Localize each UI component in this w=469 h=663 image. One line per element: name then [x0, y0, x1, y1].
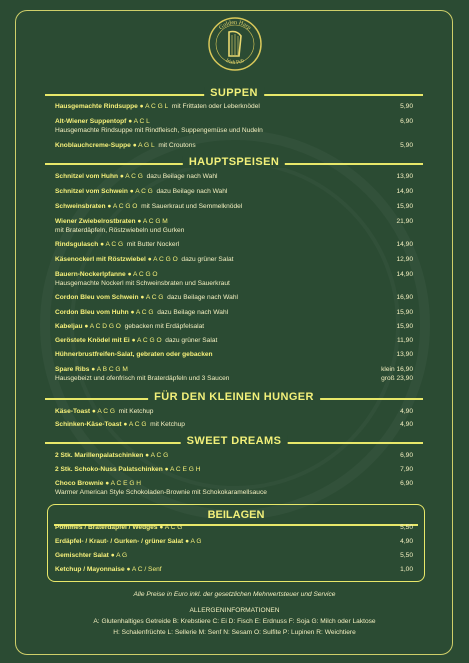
menu-item-suppentopf [55, 118, 413, 135]
item-allergens: ● A G [185, 538, 202, 545]
item-name: Geröstete Knödel mit Ei [55, 337, 130, 344]
item-allergens: ● A C L [128, 118, 150, 125]
item-price: 21,90 [396, 218, 413, 225]
item-price: 1,00 [400, 566, 413, 573]
item-allergens: ● A C G [129, 188, 153, 195]
item-price: 15,90 [396, 309, 413, 316]
price-small: 16,90 [396, 366, 413, 373]
item-allergens: ● A C G [91, 408, 115, 415]
size-label-large: groß [381, 374, 395, 382]
price-large: 23,90 [396, 374, 413, 382]
menu-item-kaesenockerl [55, 256, 413, 265]
item-allergens: ● A C / Senf [126, 566, 162, 573]
item-name: 2 Stk. Marillenpalatschinken [55, 452, 144, 459]
allergen-line-2: H: Schalenfrüchte L: Sellerie M: Senf N: Sesam O: Sulfite P: Lupinen R: Weichtiere [113, 629, 356, 636]
section-title-suppen: SUPPEN [204, 87, 264, 99]
item-desc: dazu grüner Salat [165, 337, 218, 344]
item-desc: mit Frittaten oder Leberknödel [171, 103, 260, 110]
menu-item-salat [55, 538, 413, 547]
section-sweet [45, 436, 423, 450]
item-desc: gebacken mit Erdäpfelsalat [124, 323, 205, 330]
item-allergens: ● A G L [132, 142, 155, 149]
item-allergens: ● A C G O [147, 256, 178, 263]
item-price: 14,90 [396, 241, 413, 248]
item-price: 6,90 [400, 118, 413, 125]
item-price: 5,90 [400, 103, 413, 110]
item-allergens: ● A C G L [139, 103, 169, 110]
item-price: 4,90 [400, 538, 413, 545]
menu-item-gemischter-salat [55, 552, 413, 561]
item-price-small [381, 366, 413, 375]
item-allergens: ● A G [110, 552, 128, 559]
menu-item-huehnersalat [55, 351, 413, 360]
item-price-large [381, 375, 413, 384]
section-suppen [45, 88, 423, 102]
menu-item-schinkentoast [55, 421, 413, 430]
item-name: Hausgemachte Rindsuppe [55, 103, 138, 110]
menu-item-knoedel [55, 337, 413, 346]
item-price: 5,50 [400, 524, 413, 531]
item-price: 6,90 [400, 480, 413, 487]
section-title-haupt: HAUPTSPEISEN [183, 156, 285, 168]
harp-logo [207, 16, 263, 72]
item-allergens: ● A C G [100, 241, 124, 248]
item-price: 12,90 [396, 256, 413, 263]
item-desc: mit Ketchup [118, 408, 154, 415]
price-note: Alle Preise in Euro inkl. der gesetzlichen Mehrwertsteuer und Service [133, 591, 336, 598]
item-name: Gemischter Salat [55, 552, 109, 559]
menu-item-cordon-huhn [55, 309, 413, 318]
item-name: Kabeljau [55, 323, 83, 330]
item-name: Ketchup / Mayonnaise [55, 566, 125, 573]
item-desc: mit Ketchup [150, 421, 185, 428]
allergen-line-1: A: Glutenhaltiges Getreide B: Krebstiere C: Ei D: Fisch E: Erdnuss F: Soja G: Milch oder Laktose [93, 618, 376, 625]
item-desc: dazu Beilage nach Wahl [156, 188, 228, 195]
logo-top-text: Golden Harp [218, 19, 252, 32]
menu-item-ketchup [55, 566, 413, 575]
item-name: Pommes / Braterdäpfel / Wedges [55, 524, 158, 531]
menu-item-schnitzel-huhn [55, 173, 413, 182]
item-allergens: ● A C G [130, 309, 154, 316]
item-price: 13,90 [396, 173, 413, 180]
item-price: 14,90 [396, 188, 413, 195]
menu-item-bauernpfanne [55, 271, 413, 288]
item-name: Wiener Zwiebelrostbraten [55, 218, 136, 225]
item-price: 4,90 [400, 421, 413, 428]
item-name: 2 Stk. Schoko-Nuss Palatschinken [55, 466, 163, 473]
size-label-small: klein [381, 366, 395, 373]
item-allergens: ● A C G [159, 524, 183, 531]
item-sub: mit Braterdäpfeln, Röstzwiebeln und Gurken [55, 226, 185, 234]
menu-item-rindsuppe [55, 103, 413, 112]
item-allergens: ● A C G M [137, 218, 168, 225]
item-desc: dazu grüner Salat [181, 256, 234, 263]
item-name: Käse-Toast [55, 408, 91, 415]
item-name: Choco Brownie [55, 480, 104, 487]
item-allergens: ● A B C G M [91, 366, 128, 373]
section-kinder [45, 392, 423, 406]
item-name: Rindsgulasch [55, 241, 99, 248]
item-name: Schnitzel vom Huhn [55, 173, 119, 180]
section-title-kinder: FÜR DEN KLEINEN HUNGER [148, 391, 320, 403]
menu-item-schoko [55, 466, 413, 475]
allergen-title: ALLERGENINFORMATIONEN [189, 607, 280, 614]
section-title-sweet: SWEET DREAMS [181, 435, 288, 447]
menu-item-brownie [55, 480, 413, 497]
item-name: Hühnerbrustfreifen-Salat, gebraten oder gebacken [55, 351, 213, 358]
item-price: 6,90 [400, 452, 413, 459]
item-allergens: ● A C G O [131, 337, 162, 344]
item-price: 7,90 [400, 466, 413, 473]
menu-item-marillen [55, 452, 413, 461]
item-name: Schweinsbraten [55, 203, 106, 210]
item-sub: Hausgemachte Rindsuppe mit Rindfleisch, Suppengemüse und Nudeln [55, 126, 263, 134]
item-allergens: ● A C G O [107, 203, 138, 210]
logo-bottom-text: Irish Pub [224, 57, 246, 67]
item-desc: dazu Beilage nach Wahl [157, 309, 229, 316]
item-name: Cordon Bleu vom Schwein [55, 294, 139, 301]
section-haupt [45, 157, 423, 171]
item-sub: Hausgemachte Nockerl mit Schweinsbraten und Sauerkraut [55, 279, 230, 287]
item-price: 11,90 [396, 337, 413, 344]
menu-item-knoblauch [55, 142, 413, 151]
item-name: Spare Ribs [55, 366, 90, 373]
item-desc: dazu Beilage nach Wahl [146, 173, 218, 180]
item-desc: dazu Beilage nach Wahl [167, 294, 238, 301]
item-name: Knoblauchcreme-Suppe [55, 142, 131, 149]
item-price: 15,90 [396, 323, 413, 330]
item-allergens: ● A C G [123, 421, 147, 428]
item-allergens: ● A C G [119, 173, 143, 180]
item-allergens: ● A C D G O [84, 323, 121, 330]
item-price: 4,90 [400, 408, 413, 415]
item-price: 5,50 [400, 552, 413, 559]
menu-item-zwiebelrostbraten [55, 218, 413, 235]
item-sub: Warmer American Style Schokoladen-Brownie mit Schokokaramellsauce [55, 488, 267, 496]
menu-item-kabeljau [55, 323, 413, 332]
item-price: 14,90 [396, 271, 413, 278]
menu-item-schnitzel-schwein [55, 188, 413, 197]
section-title-beilagen: BEILAGEN [207, 509, 265, 521]
menu-item-pommes [55, 524, 413, 533]
menu-item-kaesetoast [55, 408, 413, 417]
menu-item-spareribs [55, 366, 413, 383]
item-price: 16,90 [396, 294, 413, 301]
item-allergens: ● A C E G H [105, 480, 142, 487]
item-price: 15,90 [396, 203, 413, 210]
item-desc: mit Croutons [158, 142, 196, 149]
item-name: Bauern-Nockerlpfanne [55, 271, 126, 278]
item-price: 5,90 [400, 142, 413, 149]
menu-item-cordon-schwein [55, 294, 413, 303]
item-allergens: ● A C E G H [164, 466, 201, 473]
item-sub: Hausgebeizt und ofenfrisch mit Braterdäpfeln und 3 Saucen [55, 374, 230, 382]
item-name: Erdäpfel- / Kraut- / Gurken- / grüner Salat [55, 538, 184, 545]
item-desc: mit Sauerkraut und Semmelknödel [141, 203, 243, 210]
item-name: Cordon Bleu vom Huhn [55, 309, 129, 316]
menu-item-schweinsbraten [55, 203, 413, 212]
item-allergens: ● A C G O [127, 271, 158, 278]
item-allergens: ● A C G [140, 294, 164, 301]
item-name: Käsenockerl mit Röstzwiebel [55, 256, 146, 263]
item-desc: mit Butter Nockerl [126, 241, 180, 248]
menu-item-gulasch [55, 241, 413, 250]
item-allergens: ● A C G [145, 452, 169, 459]
item-name: Schinken-Käse-Toast [55, 421, 122, 428]
item-price: 13,90 [396, 351, 413, 358]
item-name: Schnitzel vom Schwein [55, 188, 128, 195]
item-name: Alt-Wiener Suppentopf [55, 118, 127, 125]
